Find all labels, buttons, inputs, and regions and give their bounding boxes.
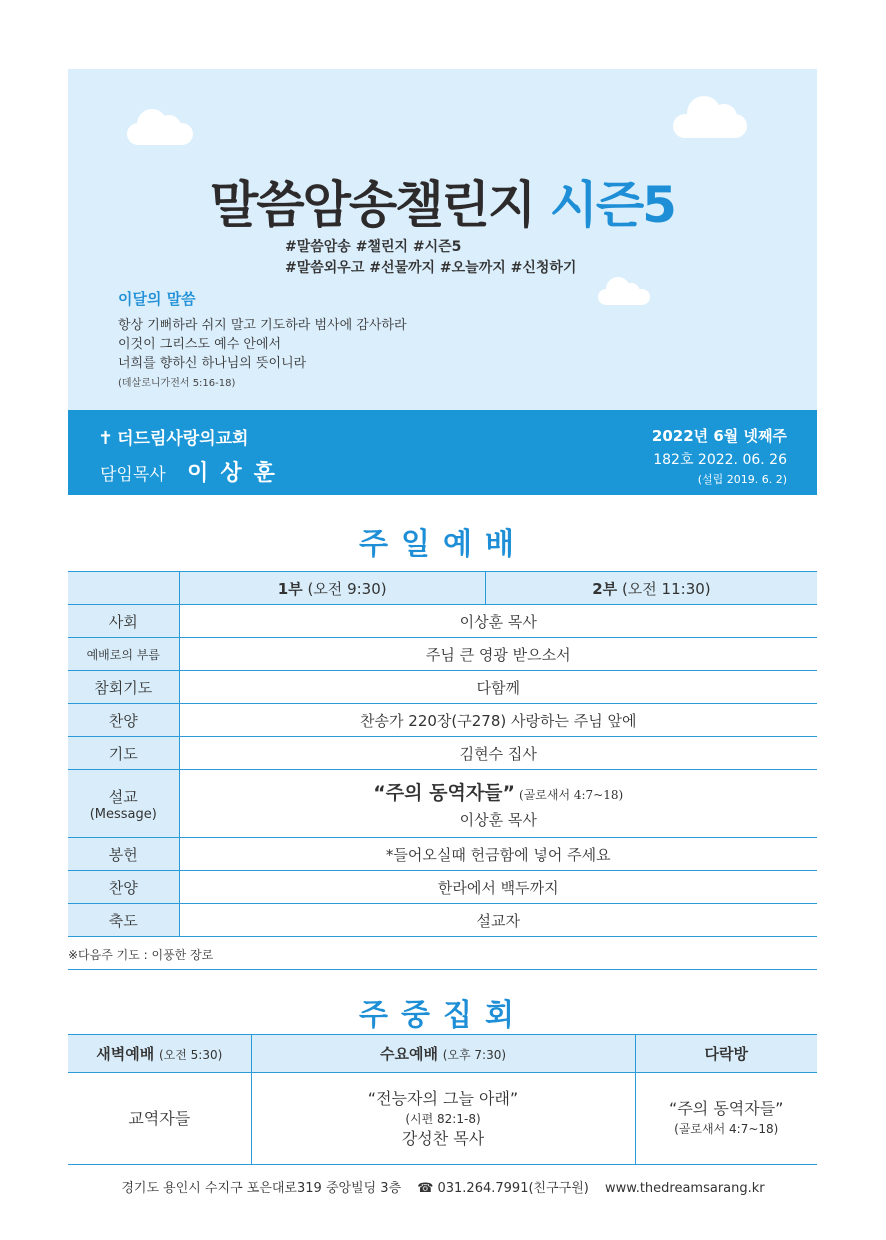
- verse-text: [118, 316, 407, 373]
- bulletin-issue: 182호 2022. 06. 26: [653, 452, 787, 468]
- table-row: [68, 638, 817, 671]
- header-empty-cell: [68, 572, 179, 605]
- row-value: 설교자: [179, 904, 817, 937]
- table-row: [68, 871, 817, 904]
- banner-title-main: 말씀암송챌린지: [210, 176, 535, 234]
- row-label: 찬양: [68, 704, 179, 737]
- bulletin-week: 2022년 6월 넷째주: [651, 427, 787, 445]
- row-value: *들어오실때 헌금함에 넣어 주세요: [179, 838, 817, 871]
- table-row: [68, 737, 817, 770]
- church-name: 더드림사랑의교회: [117, 429, 249, 449]
- sermon-label-ko: 설교: [108, 787, 138, 806]
- church-address: 경기도 용인시 수지구 포은대로319 중앙빌딩 3층: [121, 1181, 402, 1196]
- row-label: 축도: [68, 904, 179, 937]
- church-logo: [98, 424, 248, 449]
- table-row: [68, 704, 817, 737]
- sermon-label: [68, 770, 179, 838]
- row-value: 이상훈 목사: [179, 605, 817, 638]
- sermon-label-en: (Message): [89, 806, 157, 822]
- row-label: 참회기도: [68, 671, 179, 704]
- row-value: 김현수 집사: [179, 737, 817, 770]
- sermon-reference: (골로새서 4:7~18): [519, 787, 624, 802]
- church-info-bar: [68, 410, 817, 495]
- phone-icon: ☎: [417, 1181, 434, 1196]
- sunday-service-table: [68, 571, 817, 937]
- banner-title: [68, 165, 817, 237]
- table-header-row: [68, 1035, 817, 1073]
- church-logo-icon: ✝: [98, 428, 114, 449]
- sunday-service-title: 주일예배: [359, 527, 527, 562]
- row-label: 사회: [68, 605, 179, 638]
- attic-reference: (골로새서 4:7~18): [674, 1121, 779, 1136]
- row-label: 찬양: [68, 871, 179, 904]
- verse-line: 너희를 향하신 하나님의 뜻이니라: [118, 356, 307, 371]
- church-website[interactable]: www.thedreamsarang.kr: [604, 1181, 765, 1196]
- dawn-service-value: 교역자들: [68, 1073, 251, 1165]
- row-value: 한라에서 백두까지: [179, 871, 817, 904]
- attic-header: 다락방: [635, 1035, 817, 1073]
- verse-line: 이것이 그리스도 예수 안에서: [118, 337, 282, 352]
- cloud-decoration: [598, 289, 650, 305]
- hashtags-line: #말씀암송 #챌린지 #시즌5: [285, 239, 462, 255]
- row-value: 다함께: [179, 671, 817, 704]
- attic-value: [635, 1073, 817, 1165]
- banner-title-accent: 시즌5: [549, 176, 675, 234]
- sermon-title: “주의 동역자들”: [373, 781, 516, 804]
- wednesday-service-header: 수요예배 (오후 7:30): [251, 1035, 635, 1073]
- table-header-row: [68, 572, 817, 605]
- next-week-prayer-note: ※다음주 기도 : 이풍한 장로: [68, 948, 214, 962]
- verse-reference: (데살로니가전서 5:16-18): [118, 378, 236, 389]
- weekly-meetings-title: 주중집회: [359, 998, 527, 1033]
- verse-title: 이달의 말씀: [118, 290, 196, 308]
- hashtags-line: #말씀외우고 #선물까지 #오늘까지 #신청하기: [285, 260, 577, 276]
- weekly-meetings-table: [68, 1034, 817, 1165]
- pastor-line: [100, 456, 287, 487]
- wednesday-sermon-title: “전능자의 그늘 아래”: [367, 1088, 519, 1108]
- row-value: 주님 큰 영광 받으소서: [179, 638, 817, 671]
- table-row: [68, 904, 817, 937]
- verse-line: 항상 기뻐하라 쉬지 말고 기도하라 범사에 감사하라: [118, 318, 407, 333]
- row-label: 예배로의 부름: [68, 638, 179, 671]
- pastor-label: 담임목사: [100, 465, 166, 485]
- sermon-value: [179, 770, 817, 838]
- wednesday-preacher: 강성찬 목사: [401, 1128, 485, 1148]
- attic-title: “주의 동역자들”: [669, 1098, 784, 1118]
- table-row: [68, 838, 817, 871]
- row-label: 기도: [68, 737, 179, 770]
- cloud-decoration: [673, 114, 747, 138]
- hashtags: [285, 237, 576, 279]
- footer: [0, 1177, 886, 1196]
- challenge-banner: [68, 69, 817, 410]
- pastor-name: 이상훈: [187, 461, 287, 486]
- row-value: 찬송가 220장(구278) 사랑하는 주님 앞에: [179, 704, 817, 737]
- table-row: [68, 1073, 817, 1165]
- sermon-row: [68, 770, 817, 838]
- founded-date: (설립 2019. 6. 2): [697, 473, 787, 486]
- table-row: [68, 671, 817, 704]
- second-service-header: 2부 (오전 11:30): [485, 572, 817, 605]
- wednesday-sermon-reference: (시편 82:1-8): [405, 1111, 481, 1126]
- table-row: [68, 605, 817, 638]
- cloud-decoration: [127, 123, 193, 145]
- wednesday-service-value: [251, 1073, 635, 1165]
- sermon-preacher: 이상훈 목사: [459, 810, 537, 829]
- church-phone: 031.264.7991(친구구원): [437, 1181, 589, 1196]
- row-label: 봉헌: [68, 838, 179, 871]
- first-service-header: 1부 (오전 9:30): [179, 572, 485, 605]
- dawn-service-header: 새벽예배 (오전 5:30): [68, 1035, 251, 1073]
- divider: [68, 969, 817, 970]
